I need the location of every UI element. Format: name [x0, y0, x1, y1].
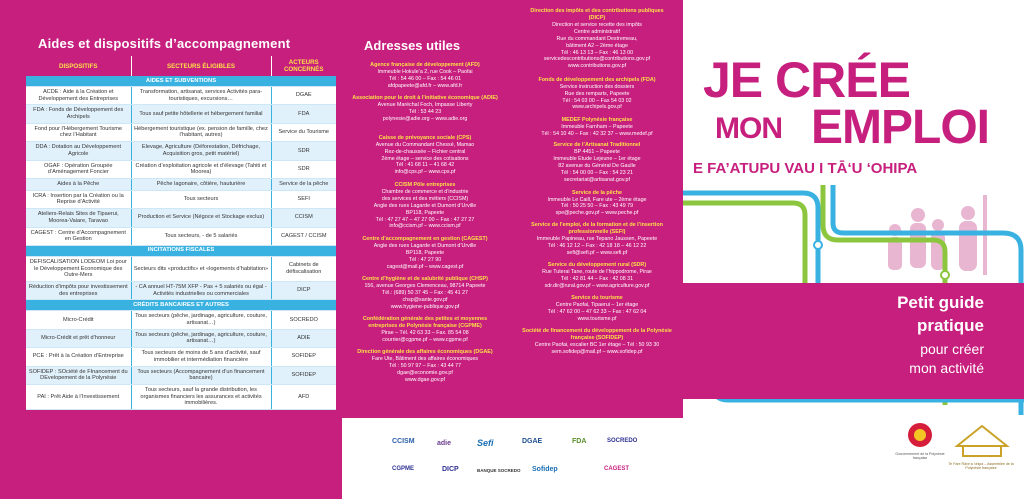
- cover-line2b: EMPLOI: [811, 101, 990, 154]
- logo-dicp: DICP: [442, 466, 459, 473]
- table-row: [26, 281, 336, 299]
- table-row: [26, 142, 336, 160]
- address-line: Chambre de commerce et d’industrie: [381, 189, 469, 196]
- gov-emblem-icon: [905, 420, 935, 450]
- address-line: chsp@sante.gov.pf: [402, 297, 448, 304]
- address-line: Tél : 54 03 00 – Fax 54 03 02: [562, 97, 632, 104]
- acteurs-cell: SOFIDEP: [271, 348, 336, 366]
- acteurs-cell: SDR: [271, 160, 336, 178]
- address-line: Rue Tuterai Tane, route de l’hippodrome, Pirae: [542, 269, 652, 276]
- address-line: servicedescontributions@contributions.gov.pf: [543, 56, 651, 63]
- address-line: sdr.dir@rural.gov.pf – www.agriculture.gov.pf: [544, 283, 650, 290]
- address-line: www.hygiene-publique.gov.pf: [390, 304, 460, 311]
- dispositif-cell: Ateliers-Relais Sites de Tipaerui, Moorea-Vaiare, Taravao: [26, 209, 131, 227]
- address-org-name: Centre d’hygiène et de salubrité publique (CHSP): [362, 276, 488, 283]
- address-line: sefi@sefi.pf – www.sefi.pf: [566, 250, 628, 257]
- address-line: Service instruction des dossiers: [559, 83, 635, 90]
- acteurs-cell: ADIE: [271, 329, 336, 347]
- header-acteurs: ACTEURS CONCERNÉS: [271, 56, 336, 76]
- table-row: [26, 256, 336, 281]
- guide-line2: pratique: [916, 316, 984, 335]
- cover-panel: [683, 0, 1024, 499]
- address-block: [522, 117, 672, 138]
- address-line: www.tourisme.pf: [577, 315, 617, 322]
- address-line: BP118, Papeete: [405, 250, 445, 257]
- address-block: [350, 349, 500, 384]
- address-line: Tél.: (689) 50 37 45 – Fax : 45 41 27: [382, 290, 468, 297]
- dispositif-cell: Micro-Crédit: [26, 311, 131, 329]
- address-org-name: Service de la pêche: [571, 189, 623, 196]
- address-line: Avenue Maréchal Foch, Impasse Liberty: [377, 101, 473, 108]
- address-line: Rue des remparts, Papeete: [564, 90, 630, 97]
- address-org-name: Fonds de développement des archipels (FDA): [538, 76, 656, 83]
- address-block: [350, 182, 500, 230]
- table-row: [26, 209, 336, 227]
- address-org-name: Caisse de prévoyance sociale (CPS): [378, 134, 472, 141]
- address-line: Tél : 46 12 12 – Fax : 42 18 18 – 46 12 22: [547, 243, 647, 250]
- acteurs-cell: Service de la pêche: [271, 178, 336, 190]
- address-block: [522, 295, 672, 323]
- address-line: Immeuble Papineau, rue Tepano Jaussen, Papeete: [536, 236, 658, 243]
- address-line: bâtiment A2 – 2ème étage: [566, 42, 628, 49]
- address-line: Direction et service recette des impôts: [552, 22, 642, 29]
- logo-banque-socredo: BANQUE SOCREDO: [477, 468, 521, 473]
- acteurs-cell: AFD: [271, 384, 336, 409]
- address-line: info@cps.pf – www.cps.pf: [394, 169, 456, 176]
- logo-cgpme: CGPME: [392, 466, 415, 472]
- secteurs-cell: Création d’exploitation agricole et d’élevage (Tahiti et Moorea): [131, 160, 271, 178]
- address-line: Tél : 42 81 44 – Fax : 42 08 31: [560, 276, 634, 283]
- address-line: Fare Ute, Bâtiment des affaires économiques: [371, 356, 479, 363]
- dispositif-cell: ACDE : Aide à la Création et Développement des Entreprises: [26, 86, 131, 104]
- address-org-name: Association pour le droit à l’initiative économique (ADIE): [352, 94, 498, 101]
- address-line: secretariat@artisanat.gov.pf: [564, 176, 630, 183]
- dispositif-cell: CAGEST : Centre d’Accompagnement en Gestion: [26, 227, 131, 245]
- address-line: Avenue du Commandant Chessé, Mamao: [375, 141, 475, 148]
- table-row: [26, 86, 336, 104]
- secteurs-cell: Pêche lagonaire, côtière, hauturière: [131, 178, 271, 190]
- dispositif-cell: FDA : Fonds de Développement des Archipels: [26, 105, 131, 123]
- header-secteurs: SECTEURS ÉLIGIBLES: [131, 56, 271, 76]
- address-line: Immeuble Etude Lejeune – 1er étage: [553, 156, 641, 163]
- address-org-name: Service de l’emploi, de la formation et de l’insertion professionnelle (SEFI): [531, 222, 663, 236]
- secteurs-cell: Tous secteurs (pêche, jardinage, agriculture, couture, artisanat…): [131, 329, 271, 347]
- aids-table-body: [26, 76, 336, 410]
- acteurs-cell: CCISM: [271, 209, 336, 227]
- address-line: Tél : 53 44 23: [408, 108, 442, 115]
- acteurs-cell: CAGEST / CCISM: [271, 227, 336, 245]
- logo-cagest: CAGEST: [604, 466, 630, 472]
- header-dispositifs: DISPOSITIFS: [26, 56, 131, 76]
- address-block: [350, 316, 500, 344]
- address-line: 82 avenue du Général De Gaulle: [558, 163, 636, 170]
- address-org-name: Service du tourisme: [571, 295, 623, 302]
- address-line: Tél : 46 13 13 – Fax : 46 13 00: [560, 49, 634, 56]
- address-line: cagest@mail.pf – www.cagest.pf: [386, 264, 464, 271]
- address-block: [522, 190, 672, 218]
- logo-adie: adie: [437, 440, 452, 447]
- cover-line1: JE CRÉE: [703, 52, 910, 108]
- table-band: [26, 300, 336, 311]
- dispositif-cell: DEFISCALISATION LODEOM Loi pour le Développement Economique des Outre-Mers: [26, 256, 131, 281]
- address-org-name: Confédération générale des petites et moyennes entreprises de Polynésie française (CGPME): [362, 316, 488, 330]
- address-block: [350, 276, 500, 311]
- address-line: Tél : 54 00 00 – Fax : 54 23 21: [560, 170, 634, 177]
- address-line: www.dgae.gov.pf: [405, 376, 445, 383]
- secteurs-cell: Tous secteurs de moins de 5 ans d’activité, sauf immobilier et intermédiation financière: [131, 348, 271, 366]
- dispositif-cell: DDA : Dotation au Développement Agricole: [26, 142, 131, 160]
- dispositif-cell: Aides à la Pêche: [26, 178, 131, 190]
- address-line: Immeuble Hokule’a 2, rue Cook – Paofai: [377, 69, 473, 76]
- address-line: 156, avenue Georges Clemenceau, 98714 Papeete: [364, 283, 486, 290]
- dispositif-cell: PAI : Prêt Aide à l’Investissement: [26, 384, 131, 409]
- cover-line2a: MON: [715, 112, 782, 145]
- logo-dgae: DGAE: [522, 438, 543, 445]
- table-row: [26, 123, 336, 141]
- acteurs-cell: SDR: [271, 142, 336, 160]
- secteurs-cell: - CA annuel HT-75M XFP - Pas + 5 salariés ou égal - Activités industrielles ou commerciales: [131, 281, 271, 299]
- address-line: Tél : 50 97 97 – Fax : 43 44 77: [388, 363, 462, 370]
- acteurs-cell: FDA: [271, 105, 336, 123]
- address-line: Tél : 41 68 11 – 41 68 42: [395, 162, 455, 169]
- table-row: [26, 384, 336, 409]
- address-block: [522, 77, 672, 112]
- secteurs-cell: Tous secteurs: [131, 190, 271, 208]
- dispositif-cell: Micro-Crédit et prêt d’honneur: [26, 329, 131, 347]
- address-line: courrier@cgpme.pf – www.cgpme.pf: [382, 337, 468, 344]
- secteurs-cell: Tous secteurs (Accompagnement d’un financement bancaire): [131, 366, 271, 384]
- acteurs-cell: DGAE: [271, 86, 336, 104]
- address-org-name: MEDEF Polynésie française: [561, 116, 633, 123]
- address-block: [350, 135, 500, 176]
- address-line: Centre administratif: [574, 28, 620, 35]
- address-line: des services et des métiers (CCISM): [381, 195, 469, 202]
- table-row: [26, 190, 336, 208]
- address-block: [350, 95, 500, 123]
- cover-subtitle: E FA’ATUPU VAU I TĀ‘U ‘OHIPA: [693, 160, 918, 177]
- address-line: Tél : 47 62 00 – 47 62 33 – Fax : 47 62 04: [547, 309, 647, 316]
- table-row: [26, 160, 336, 178]
- address-line: Centre Paofai, Tipaerui – 1er étage: [555, 302, 639, 309]
- address-org-name: Service de l’Artisanat Traditionnel: [553, 142, 641, 149]
- address-line: Tél : 50 25 50 – Fax : 43 49 79: [560, 203, 634, 210]
- assembly-caption: Te Fare Rāve’a ‘ohipa – Assemblée de la Polynésie française: [948, 462, 1014, 470]
- address-org-name: Direction générale des affaires économiques (DGAE): [357, 349, 493, 356]
- band-label: INCITATIONS FISCALES: [26, 245, 336, 256]
- dispositif-cell: OGAF : Opération Groupée d’Aménagement Foncier: [26, 160, 131, 178]
- band-label: CRÉDITS BANCAIRES ET AUTRES: [26, 300, 336, 311]
- acteurs-cell: SEFI: [271, 190, 336, 208]
- table-band: [26, 245, 336, 256]
- address-line: Immeuble Farnham – Papeete: [561, 123, 633, 130]
- aids-table: [26, 56, 336, 410]
- address-block: [350, 236, 500, 271]
- assembly-emblem-icon: [953, 418, 1011, 460]
- guide-box: [683, 283, 1024, 399]
- table-row: [26, 366, 336, 384]
- address-line: BP118, Papeete: [405, 209, 445, 216]
- logo-ccism: CCISM: [392, 438, 415, 445]
- secteurs-cell: Transformation, artisanat, services Activités para-touristiques, excursions…: [131, 86, 271, 104]
- secteurs-cell: Hébergement touristique (ex. pension de famille, chez l’habitant, autres): [131, 123, 271, 141]
- address-line: spe@peche.gov.pf – www.peche.pf: [555, 210, 639, 217]
- acteurs-cell: SOFIDEP: [271, 366, 336, 384]
- address-org-name: Agence française de développement (AFD): [370, 62, 480, 68]
- address-line: Angle des rues Lagarde et Dumont d’Urville: [373, 243, 477, 250]
- address-block: [522, 262, 672, 290]
- address-block: [522, 8, 672, 70]
- address-line: dgae@economie.gov.pf: [397, 369, 453, 376]
- acteurs-cell: DICP: [271, 281, 336, 299]
- address-line: afdpapeete@afd.fr – www.afd.fr: [387, 82, 463, 89]
- secteurs-cell: Tous sauf petite hôtellerie et hébergement familial: [131, 105, 271, 123]
- address-line: www.contributions.gov.pf: [567, 63, 627, 70]
- address-line: polynesie@adie.org – www.adie.org: [382, 115, 468, 122]
- address-org-name: Centre d’accompagnement en gestion (CAGEST): [362, 236, 488, 243]
- address-block: [522, 142, 672, 183]
- address-line: info@ccism.pf – www.ccism.pf: [389, 223, 461, 230]
- address-block: [350, 62, 500, 90]
- secteurs-cell: Tous secteurs (pêche, jardinage, agriculture, couture, artisanat…): [131, 311, 271, 329]
- table-row: [26, 329, 336, 347]
- address-org-name: Direction des impôts et des contributions publiques (DICP): [530, 8, 664, 22]
- addresses-title: Adresses utiles: [364, 38, 461, 53]
- guide-line4: mon activité: [909, 360, 984, 376]
- address-line: Rue du commandant Destremeau,: [556, 35, 638, 42]
- address-line: Pirae – Tél. 42 63 33 – Fax. 85 54 08: [381, 330, 469, 337]
- aids-panel: [0, 0, 342, 499]
- dispositif-cell: SOFIDEP : SOciété de FInancement du DEvelopement de la Polynésie: [26, 366, 131, 384]
- address-block: [522, 328, 672, 356]
- aids-title: Aides et dispositifs d’accompagnement: [38, 36, 291, 51]
- address-line: www.archipels.gov.pf: [572, 104, 622, 111]
- secteurs-cell: Secteurs dits «productifs» et «logements d’habitation»: [131, 256, 271, 281]
- logo-sefi: Sefi: [477, 438, 494, 448]
- addresses-panel: [342, 0, 683, 499]
- dispositif-cell: Réduction d’impôts pour investissement des entreprises: [26, 281, 131, 299]
- address-line: Tél : 54 10 40 – Fax : 42 32 37 – www.medef.pf: [541, 130, 653, 137]
- address-line: Centre Paofai, escalier BC 1er étage – Tél : 50 93 30: [534, 342, 660, 349]
- band-label: AIDES ET SUBVENTIONS: [26, 76, 336, 86]
- dispositif-cell: ICRA : Insertion par la Création ou la Reprise d’Activité: [26, 190, 131, 208]
- guide-line3: pour créer: [920, 341, 984, 357]
- address-line: Rez-de-chaussée – Fichier central: [384, 148, 466, 155]
- dispositif-cell: PCE : Prêt à la Création d’Entreprise: [26, 348, 131, 366]
- address-line: Tél : 47 27 90: [408, 257, 442, 264]
- guide-line1: Petit guide: [897, 293, 984, 312]
- address-line: Immeuble Le Caill, Fare ute – 2ème étage: [547, 196, 647, 203]
- address-line: 2ème étage – service des cotisations: [381, 155, 469, 162]
- address-org-name: CCISM Pôle entreprises: [394, 182, 456, 188]
- secteurs-cell: Production et Service (Négoce et Stockage exclus): [131, 209, 271, 227]
- table-row: [26, 105, 336, 123]
- secteurs-cell: Tous secteurs, sauf la grande distribution, les organismes financiers les assurances et activités immobilières.: [131, 384, 271, 409]
- table-band: [26, 76, 336, 86]
- acteurs-cell: SOCREDO: [271, 311, 336, 329]
- address-org-name: Service du développement rural (SDR): [547, 262, 647, 269]
- table-row: [26, 227, 336, 245]
- acteurs-cell: Service du Tourisme: [271, 123, 336, 141]
- table-row: [26, 348, 336, 366]
- address-line: BP 4451 – Papeete: [574, 149, 620, 156]
- secteurs-cell: Tous secteurs, - de 5 salariés: [131, 227, 271, 245]
- logo-socredo: SOCREDO: [607, 438, 638, 444]
- address-org-name: Société de financement du développement de la Polynésie française (SOFIDEP): [522, 328, 672, 342]
- secteurs-cell: Elevage, Agriculture (Déforestation, Défrichage, Acquisition gros, petit matériel): [131, 142, 271, 160]
- address-line: Tél : 54 46 00 – Fax : 54 46 01: [388, 75, 462, 82]
- logo-sofidep: Sofidep: [532, 466, 558, 473]
- address-line: Angle des rues Lagarde et Dumont d’Urville: [373, 202, 477, 209]
- logo-fda: FDA: [572, 438, 587, 445]
- table-row: [26, 311, 336, 329]
- address-block: [522, 222, 672, 257]
- address-line: Tél : 47 27 47 – 47 27 00 – Fax : 47 27 27: [375, 216, 475, 223]
- address-line: sem.sofidep@mail.pf – www.sofidep.pf: [551, 348, 643, 355]
- acteurs-cell: Cabinets de défiscalisation: [271, 256, 336, 281]
- table-row: [26, 178, 336, 190]
- logos-strip: [342, 418, 683, 499]
- gov-caption: Gouvernement de la Polynésie française: [895, 452, 945, 460]
- dispositif-cell: Fond pour l’Hébergement Tourisme chez l’Habitant: [26, 123, 131, 141]
